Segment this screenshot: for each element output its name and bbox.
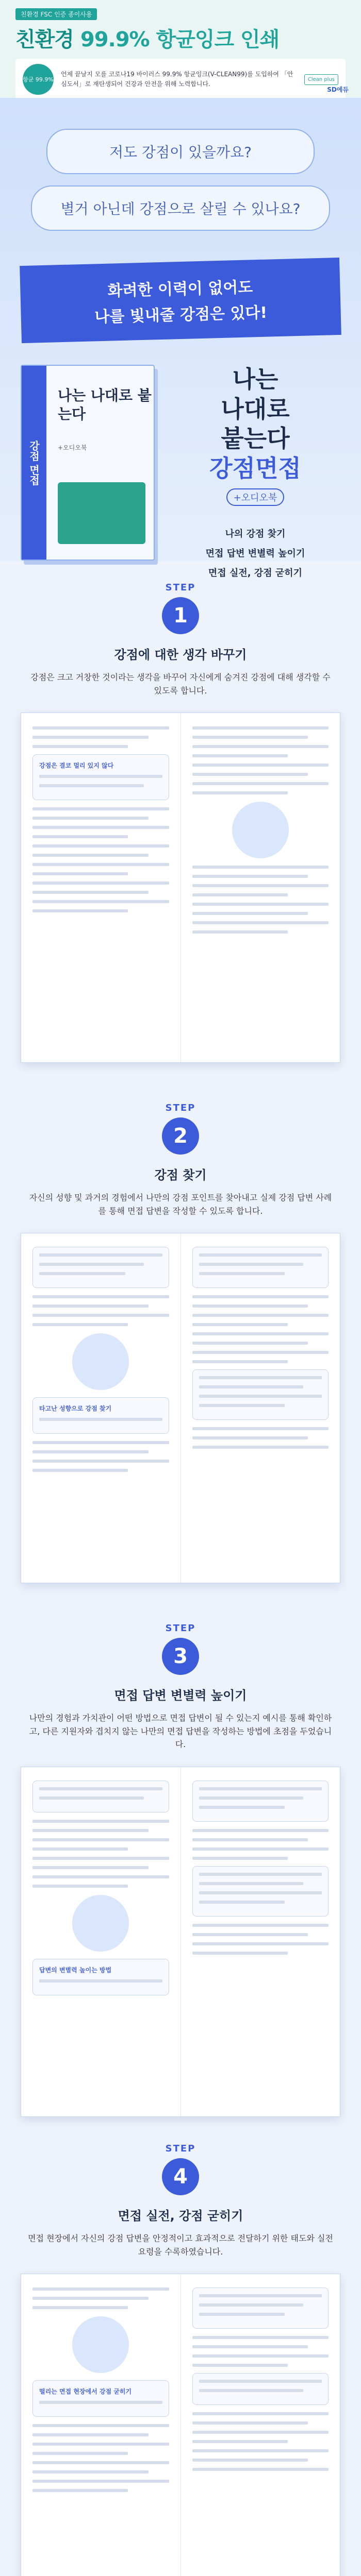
question-bubble-2: 별거 아닌데 강점으로 살릴 수 있나요? — [31, 185, 330, 231]
step-number-badge: 2 — [162, 1117, 199, 1155]
audiobook-badge: +오디오북 — [226, 488, 285, 506]
preview-page-left — [21, 2274, 180, 2576]
preview-illustration — [232, 802, 289, 858]
step-number-badge: 1 — [162, 597, 199, 634]
preview-card — [32, 2380, 169, 2417]
book-spread-preview — [21, 713, 340, 1063]
book-cover-subtitle: +오디오북 — [58, 444, 87, 451]
feature-item: 면접 실전, 강점 굳히기 — [208, 568, 303, 579]
hero-title-line-1: 나는 — [232, 365, 278, 393]
hero-title — [170, 365, 340, 483]
hero-section — [0, 98, 361, 579]
step-4-section — [0, 2123, 361, 2576]
step-description: 강점은 크고 거창한 것이라는 생각을 바꾸어 자신에게 숨겨진 강점에 대해 생각할 수 있도록 합니다. — [30, 672, 331, 696]
step-1-section — [0, 562, 361, 1082]
hero-ribbon — [20, 258, 341, 343]
step-title: 면접 실전, 강점 굳히기 — [118, 2209, 243, 2223]
preview-illustration — [72, 1333, 129, 1390]
preview-card — [192, 1866, 329, 1917]
preview-page-right — [180, 1767, 340, 2116]
step-label: STEP — [165, 1103, 196, 1113]
eco-headline-main: 99.9% 항균잉크 인쇄 — [80, 28, 280, 52]
hero-title-accent: 강점면접 — [209, 454, 301, 482]
book-cover-title: 나는 나대로 붙는다 — [58, 387, 152, 423]
hero-title-line-3: 붙는다 — [221, 425, 290, 452]
preview-card — [192, 1781, 329, 1822]
preview-card-title: 타고난 성향으로 강점 찾기 — [39, 1405, 112, 1413]
question-bubble-1: 저도 강점이 있을까요? — [46, 129, 315, 174]
eco-info-row — [15, 59, 346, 100]
step-description: 나만의 경험과 가치관이 어떤 방법으로 면접 답변이 될 수 있는지 예시를 통해 확인하고, 다른 지원자와 겹치지 않는 나만의 면접 답변을 작성하는 방법에 초점을 두었습니다. — [29, 1713, 332, 1750]
step-label: STEP — [165, 582, 196, 593]
step-label: STEP — [165, 2143, 196, 2154]
preview-page-left — [21, 713, 180, 1062]
preview-page-right — [180, 2274, 340, 2576]
feature-item: 면접 답변 변별력 높이기 — [205, 548, 305, 559]
preview-page-left — [21, 1233, 180, 1583]
preview-illustration — [72, 2316, 129, 2373]
fsc-badge: 친환경 FSC 인증 종이사용 — [15, 8, 97, 20]
eco-banner — [0, 0, 361, 98]
ribbon-line-2: 나를 빛내줄 강점은 있다! — [94, 303, 268, 327]
book-cover-image — [21, 365, 155, 561]
preview-card — [192, 1247, 329, 1288]
step-number-badge: 4 — [162, 2158, 199, 2195]
eco-description: 언제 끝날지 모를 코로나19 바이러스 99.9% 항균잉크(V-CLEAN99)를 도입하여 「안심도서」로 재탄생되어 건강과 안전을 위해 노력합니다. — [61, 70, 293, 88]
step-2-section — [0, 1082, 361, 1602]
book-spine-title: 강점 면접 — [22, 366, 46, 560]
preview-card-title: 답변의 변별력 높이는 방법 — [39, 1966, 112, 1974]
preview-card — [32, 1781, 169, 1812]
book-spread-preview — [21, 2274, 340, 2576]
hero-title-line-2: 나대로 — [221, 395, 290, 423]
step-title: 면접 답변 변별력 높이기 — [114, 1688, 247, 1703]
preview-card — [192, 2373, 329, 2405]
preview-card-title: 떨리는 면접 현장에서 강점 굳히기 — [39, 2388, 132, 2396]
book-cover-illustration — [58, 482, 145, 544]
step-label: STEP — [165, 1623, 196, 1634]
step-number-badge: 3 — [162, 1638, 199, 1675]
preview-card — [32, 1959, 169, 1995]
step-description: 면접 현장에서 자신의 강점 답변을 안정적이고 효과적으로 전달하기 위한 태도와 실전 요령을 수록하였습니다. — [28, 2233, 333, 2257]
book-spread-preview — [21, 1767, 340, 2117]
preview-page-right — [180, 713, 340, 1062]
preview-card — [32, 1247, 169, 1288]
ribbon-line-1: 화려한 이력이 없어도 — [107, 278, 253, 300]
feature-item: 나의 강점 찾기 — [225, 529, 286, 539]
antibacterial-badge-icon: 항균 99.9% — [23, 64, 54, 95]
preview-illustration — [72, 1895, 129, 1952]
step-3-section — [0, 1602, 361, 2123]
eco-headline — [15, 23, 346, 53]
preview-page-right — [180, 1233, 340, 1583]
preview-page-left — [21, 1767, 180, 2116]
preview-card — [32, 1397, 169, 1434]
hero-title-block — [170, 365, 340, 585]
eco-headline-prefix: 친환경 — [15, 28, 74, 52]
preview-card — [32, 754, 169, 800]
book-spread-preview — [21, 1233, 340, 1583]
preview-card — [192, 1369, 329, 1420]
preview-card-title: 강점은 결코 멀리 있지 않다 — [39, 762, 114, 770]
step-title: 강점에 대한 생각 바꾸기 — [114, 648, 247, 662]
hero-body — [0, 339, 361, 585]
clean-plus-logo: Clean plus — [304, 74, 338, 85]
preview-card — [192, 2287, 329, 2329]
step-title: 강점 찾기 — [154, 1168, 207, 1182]
step-description: 자신의 성향 및 과거의 경험에서 나만의 강점 포인트를 찾아내고 실제 강점 답변 사례를 통해 면접 답변을 작성할 수 있도록 합니다. — [29, 1193, 332, 1216]
brand-logo-top: SD에듀 — [327, 86, 349, 93]
